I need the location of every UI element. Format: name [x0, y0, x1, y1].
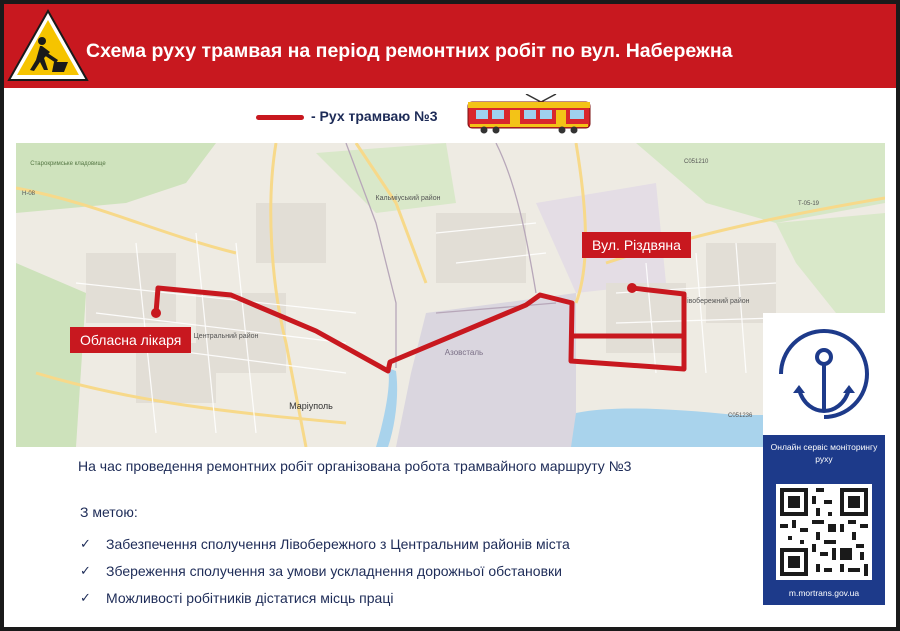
- tram-icon: [466, 94, 596, 134]
- list-item: [80, 557, 570, 584]
- check-icon: ✓: [80, 562, 91, 578]
- road-label-c051210: С051210: [684, 159, 709, 165]
- hospital-callout: Обласна лікаря: [70, 327, 191, 353]
- street-callout: Вул. Різдвяна: [582, 232, 691, 258]
- place-name-livoberezhnyi: Лівобережний район: [682, 298, 750, 305]
- list-item: [80, 584, 570, 611]
- route-map[interactable]: [16, 143, 885, 447]
- road-label-n08: Н-08: [22, 191, 36, 197]
- place-name-azovstal: Азовсталь: [444, 348, 484, 357]
- legend-label: - Рух трамваю №3: [311, 108, 438, 124]
- monitoring-panel: [763, 313, 885, 605]
- map-legend: [256, 100, 616, 140]
- route-line-swatch: [256, 115, 304, 120]
- road-works-warning-icon: [6, 8, 90, 84]
- check-icon: ✓: [80, 589, 91, 605]
- qr-code-icon[interactable]: [776, 484, 872, 580]
- intro-text: На час проведення ремонтних робіт організована робота трамвайного маршруту №3: [78, 458, 632, 474]
- route-end-marker: [627, 283, 637, 293]
- monitoring-caption: Онлайн сервіс моніторингу руху: [770, 442, 878, 464]
- check-icon: ✓: [80, 535, 91, 551]
- place-name-cemetery: Старокримське кладовище: [30, 161, 106, 167]
- map-canvas: [16, 143, 885, 447]
- goals-list: [80, 530, 570, 611]
- list-item: [80, 530, 570, 557]
- road-label-t0519: Т-05-19: [798, 201, 820, 207]
- anchor-logo-icon: [763, 313, 885, 435]
- goals-title: З метою:: [80, 504, 138, 520]
- place-name-tsentralnyi: Центральний район: [193, 333, 259, 340]
- goal-text: Збереження сполучення за умови ускладнення дорожньої обстановки: [106, 562, 562, 579]
- road-label-c051236: С051236: [728, 413, 753, 419]
- goal-text: Можливості робітників дістатися місць праці: [106, 589, 394, 606]
- place-name-kalmiuskyi: Кальміуський район: [375, 195, 441, 202]
- header-banner: [4, 4, 896, 88]
- goal-text: Забезпечення сполучення Лівобережного з Центральним районів міста: [106, 535, 570, 552]
- monitoring-url[interactable]: m.mortrans.gov.ua: [788, 588, 860, 598]
- place-name-mariupol: Маріуполь: [289, 401, 333, 411]
- page-title: Схема руху трамвая на період ремонтних робіт по вул. Набережна: [86, 40, 733, 62]
- route-start-marker: [151, 308, 161, 318]
